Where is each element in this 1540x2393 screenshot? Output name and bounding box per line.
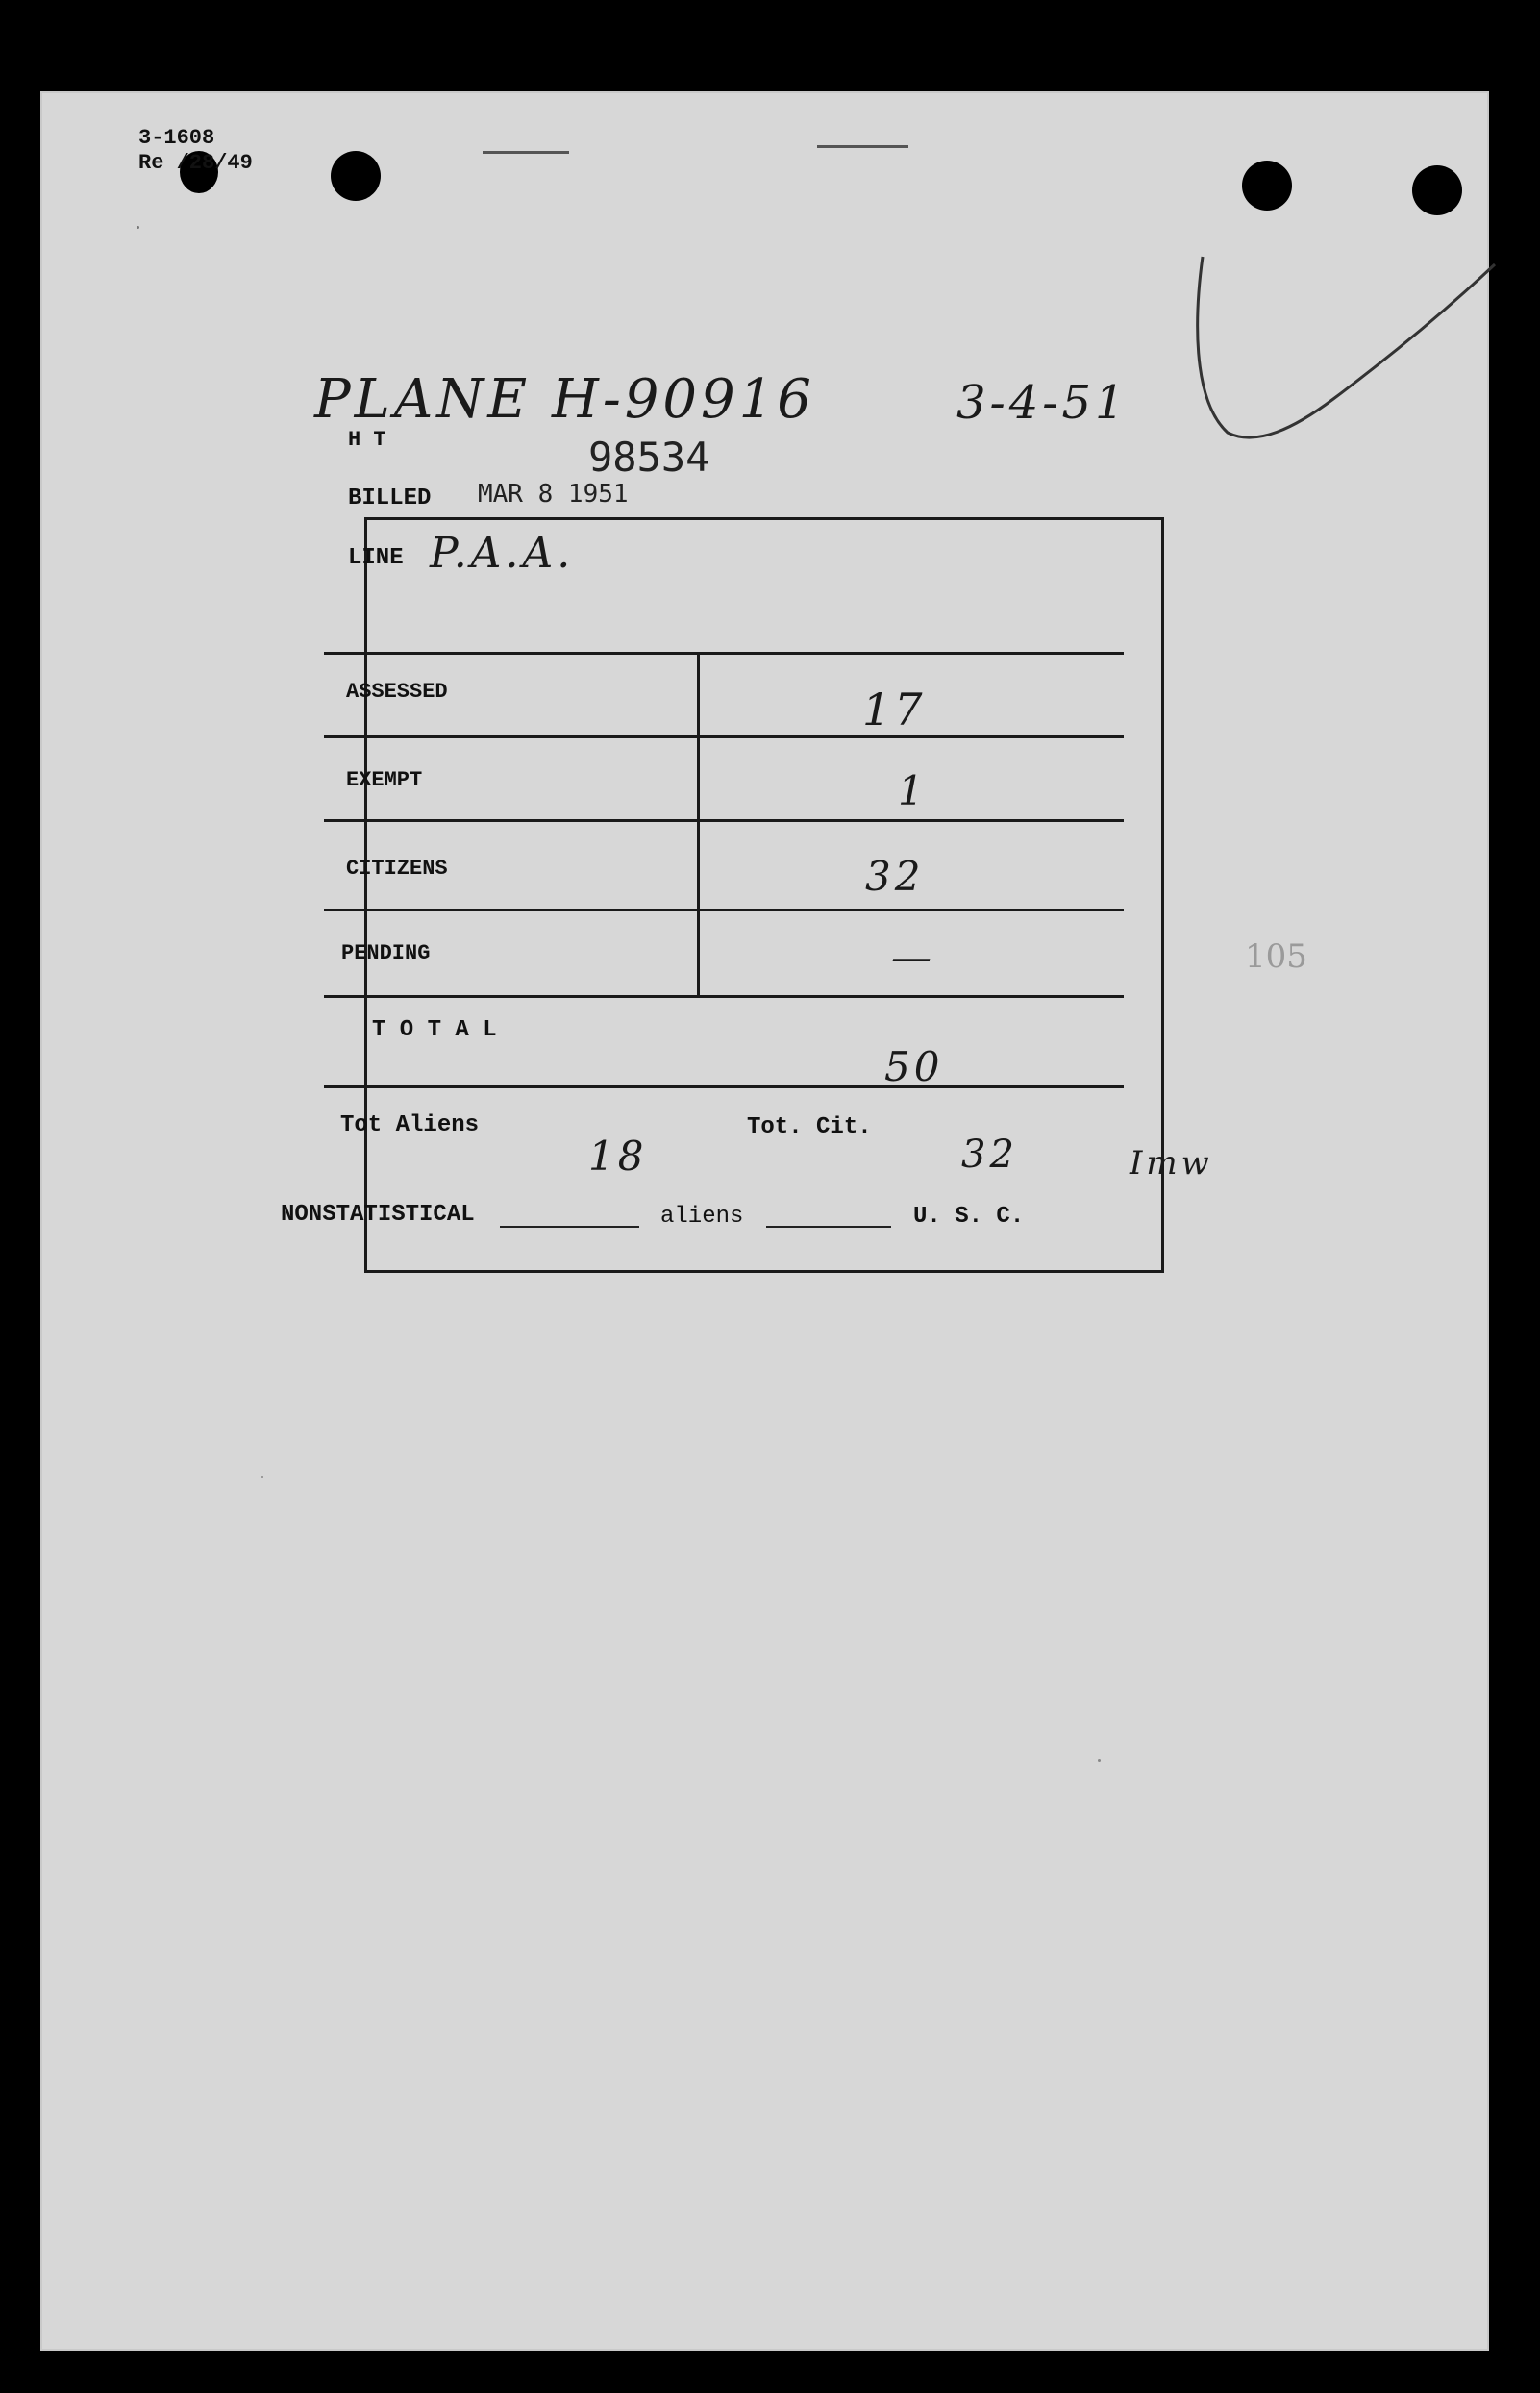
check-mark-icon xyxy=(1189,255,1497,447)
nonstatistical-blank xyxy=(500,1226,639,1228)
speck xyxy=(1098,1759,1101,1762)
nonstatistical-label: NONSTATISTICAL xyxy=(281,1202,475,1228)
total-value: 50 xyxy=(884,1043,944,1090)
total-label: T O T A L xyxy=(372,1017,497,1043)
form-revision: Re /28/49 xyxy=(138,151,253,175)
column-divider xyxy=(697,652,700,995)
divider-6 xyxy=(324,1085,1124,1088)
punch-hole-right-1 xyxy=(1242,161,1292,211)
billed-label: BILLED xyxy=(348,486,432,511)
tot-cit-label: Tot. Cit. xyxy=(747,1114,872,1140)
usc-label: U. S. C. xyxy=(913,1204,1025,1230)
top-mark-2 xyxy=(817,145,908,148)
row-label-citizens: CITIZENS xyxy=(346,857,448,881)
punch-hole-right-2 xyxy=(1412,165,1462,215)
divider-3 xyxy=(324,819,1124,822)
row-label-exempt: EXEMPT xyxy=(346,768,423,792)
document-sheet xyxy=(40,91,1489,2351)
plane-handwritten: PLANE H-90916 xyxy=(314,368,815,431)
date-handwritten: 3-4-51 xyxy=(956,376,1129,430)
speck xyxy=(261,1476,263,1478)
divider-2 xyxy=(324,735,1124,738)
aliens-label: aliens xyxy=(660,1204,744,1230)
row-value-pending: — xyxy=(891,934,935,981)
billed-stamp: MAR 8 1951 xyxy=(478,480,629,509)
margin-note: 105 xyxy=(1245,937,1307,976)
initials: Imw xyxy=(1130,1144,1213,1183)
row-value-exempt: 1 xyxy=(898,767,928,814)
punch-hole-left xyxy=(331,151,381,201)
divider-5 xyxy=(324,995,1124,998)
ht-number: 98534 xyxy=(588,434,710,481)
tot-aliens-value: 18 xyxy=(588,1133,648,1180)
ht-label: H T xyxy=(348,428,386,452)
row-value-assessed: 17 xyxy=(862,684,927,735)
top-mark-1 xyxy=(483,151,569,154)
divider-1 xyxy=(324,652,1124,655)
divider-4 xyxy=(324,909,1124,911)
form-number: 3-1608 xyxy=(138,126,215,150)
tot-aliens-label: Tot Aliens xyxy=(340,1112,480,1138)
line-label: LINE xyxy=(348,545,404,571)
speck xyxy=(137,226,139,229)
row-label-assessed: ASSESSED xyxy=(346,680,448,704)
row-value-citizens: 32 xyxy=(865,853,925,900)
aliens-blank xyxy=(766,1226,891,1228)
form-box xyxy=(364,517,1164,1273)
line-value: P.A.A. xyxy=(430,529,575,578)
tot-cit-value: 32 xyxy=(961,1133,1018,1177)
row-label-pending: PENDING xyxy=(341,941,431,965)
